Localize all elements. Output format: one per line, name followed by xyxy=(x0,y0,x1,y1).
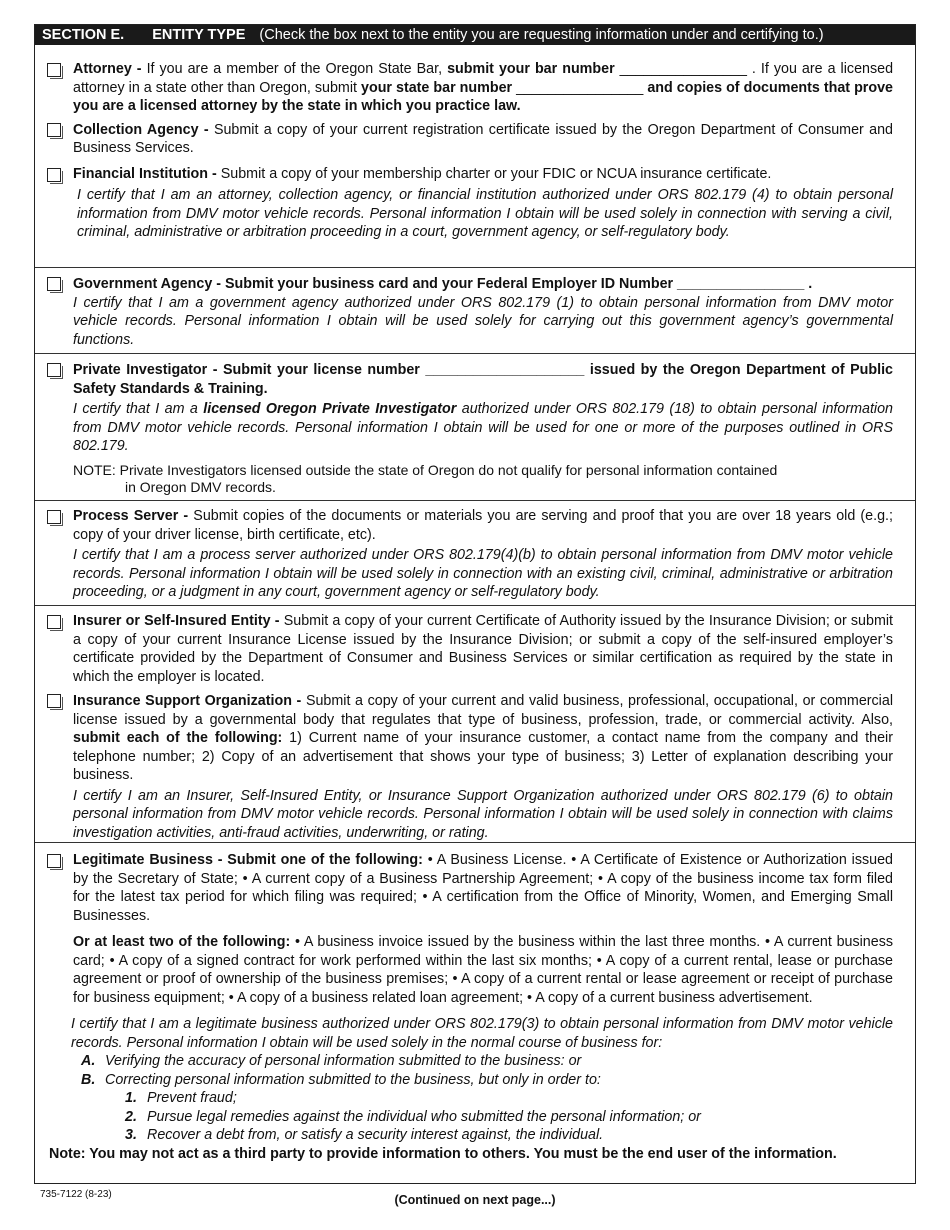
government-certify: I certify that I am a government agency authorized under ORS 802.179 (1) to obtain personal information from DMV motor vehicle records. Personal information I obtain will be used solely for carrying out this government agency’s governmental functions. xyxy=(73,294,893,348)
financial-body: Submit a copy of your membership charter or your FDIC or NCUA insurance certificate. xyxy=(216,165,772,182)
list-item xyxy=(125,1108,893,1127)
block-process-server xyxy=(35,501,915,606)
list-key: B. xyxy=(81,1071,96,1088)
list-item xyxy=(125,1089,893,1108)
government-label: Government Agency - Submit your business card and your Federal Employer ID Number ________________ . xyxy=(73,276,813,292)
business-text xyxy=(73,851,893,925)
entity-type-section xyxy=(34,24,916,1184)
support-certify: I certify I am an Insurer, Self-Insured Entity, or Insurance Support Organization authorized under ORS 802.179 (6) to obtain personal information from DMV motor vehicle records. Personal information I obtain will be used solely in connection with claims investigation activities, anti-fraud activities, underwriting, or rating. xyxy=(73,787,893,841)
list-text: Correcting personal information submitted to the business, but only in order to: xyxy=(105,1071,601,1088)
section-label: SECTION E. xyxy=(42,27,125,43)
financial-institution-checkbox[interactable] xyxy=(47,168,61,182)
block-legitimate-business xyxy=(35,843,915,1163)
business-certify: I certify that I am a legitimate business authorized under ORS 802.179(3) to obtain personal information from DMV motor vehicle records. Personal information I obtain will be used solely in the normal course of business for: xyxy=(71,1016,893,1051)
insurer-text xyxy=(73,612,893,686)
block-government xyxy=(35,268,915,354)
section-title: ENTITY TYPE xyxy=(152,27,246,43)
list-text: Recover a debt from, or satisfy a security interest against, the individual. xyxy=(147,1127,604,1143)
business-or-body: • A business invoice issued by the business within the last three months. • A current business card; • A copy of a signed contract for work performed within the last six months; • A copy of a current rental, lease or purchase agreement or proof of ownership of the business premises; • A copy of a current rental or lease agreement or receipt of purchase for business equipment; • A copy of a business related loan agreement; • A copy of a current business advertisement. xyxy=(73,934,893,1006)
financial-label: Financial Institution - xyxy=(73,165,217,182)
list-text: Verifying the accuracy of personal information submitted to the business: or xyxy=(105,1053,582,1069)
block-investigator xyxy=(35,354,915,501)
process-text xyxy=(73,507,893,544)
collection-agency-checkbox[interactable] xyxy=(47,123,61,137)
collection-text xyxy=(73,121,893,158)
attorney-t4: your state bar number xyxy=(361,79,513,96)
investigator-c3: authorized under ORS 802.179 (18) to obtain personal information from DMV motor vehicle records. Personal information I obtain will be used for one or more of the purposes outlined in ORS 802.179. xyxy=(73,401,893,454)
form-number: 735-7122 (8-23) xyxy=(40,1189,112,1200)
list-key: 3. xyxy=(125,1127,137,1143)
process-server-checkbox[interactable] xyxy=(47,510,61,524)
investigator-label: Private Investigator - Submit your license number ____________________ issued by the Oregon Department of Public Safety Standards & Training. xyxy=(73,362,893,397)
process-certify: I certify that I am a process server authorized under ORS 802.179(4)(b) to obtain personal information from DMV motor vehicle records. Personal information I obtain will be used solely in connection with an existing civil, criminal, administrative or arbitration proceeding, or a judgment in any court, government agency or self-regulatory body. xyxy=(73,547,893,600)
block-insurer xyxy=(35,606,915,843)
attorney-t5: ________________ xyxy=(512,79,648,96)
business-body: • A Business License. • A Certificate of Existence or Authorization issued by the Secretary of State; • A current copy of a Business Partnership Agreement; • A copy of the business income tax form filed for the latest tax period for which filing was required; • A certification from the Office of Minority, Women, and Emerging Small Businesses. xyxy=(73,852,893,924)
business-label: Legitimate Business - Submit one of the following: xyxy=(73,852,423,868)
list-item xyxy=(81,1071,893,1090)
list-key: A. xyxy=(81,1053,96,1069)
support-label: Insurance Support Organization - xyxy=(73,693,302,709)
insurer-checkbox[interactable] xyxy=(47,615,61,629)
business-note: Note: You may not act as a third party to provide information to others. You must be the end user of the information. xyxy=(49,1145,837,1162)
support-t2: submit each of the following: xyxy=(73,730,283,746)
attorney-t2: submit your bar number xyxy=(447,61,615,77)
support-t1: Submit a copy of your current and valid business, professional, occupational, or commercial license issued by a governmental body that regulates that type of business, profession, trade, or commercial activity. Also, xyxy=(73,693,893,728)
list-text: Prevent fraud; xyxy=(147,1090,237,1106)
list-key: 1. xyxy=(125,1090,137,1106)
attorney-t1: If you are a member of the Oregon State Bar, xyxy=(141,61,448,77)
business-or-label: Or at least two of the following: xyxy=(73,934,291,950)
section-instruction: (Check the box next to the entity you are requesting information under and certifying to.) xyxy=(259,27,824,43)
section-header xyxy=(35,25,915,45)
financial-text xyxy=(73,165,893,184)
list-item xyxy=(125,1126,893,1145)
business-or-text xyxy=(73,933,893,1007)
investigator-note-2: in Oregon DMV records. xyxy=(125,478,276,495)
support-t3: 1) Current name of your insurance customer, a contact name from the company and their telephone number; 2) Copy of an advertisement that shows your type of business; 3) Letter of explanation describing your business. xyxy=(73,730,893,783)
attorney-t3: ________________ . If you are a licensed attorney in a state other than Oregon, submit xyxy=(73,61,894,96)
list-key: 2. xyxy=(125,1108,137,1125)
support-text xyxy=(73,692,893,785)
investigator-c2: licensed Oregon Private Investigator xyxy=(203,401,457,417)
investigator-note: NOTE: Private Investigators licensed outside the state of Oregon do not qualify for personal information contained xyxy=(73,461,778,478)
insurer-body: Submit a copy of your current Certificate of Authority issued by the Insurance Division; or submit a copy of your current Insurance License issued by the Insurance Division; or submit a copy of the self-insured employer’s certificate provided by the Department of Consumer and Business Services or similar certification as required by the state in which the employer is located. xyxy=(73,613,893,685)
investigator-certify xyxy=(73,400,893,456)
certify-attorney: I certify that I am an attorney, collection agency, or financial institution authorized under ORS 802.179 (4) to obtain personal information from DMV motor vehicle records. Personal information I obtain will be used solely in connection with serving a civil, criminal, administrative or arbitration proceeding in a court, government agency, or self-regulatory body. xyxy=(77,187,893,240)
attorney-t6: and copies of documents that prove you are a licensed attorney by the state in which you practice law. xyxy=(73,79,894,114)
attorney-label: Attorney - xyxy=(73,61,142,77)
attorney-text xyxy=(73,60,893,116)
process-label: Process Server - xyxy=(73,508,189,524)
process-body: Submit copies of the documents or materials you are serving and proof that you are over 18 years old (e.g.; copy of your driver license, birth certificate, etc). xyxy=(73,508,893,543)
collection-body: Submit a copy of your current registration certificate issued by the Oregon Department of Consumer and Business Services. xyxy=(73,121,893,156)
continued-note: (Continued on next page...) xyxy=(394,1193,556,1207)
business-purpose-list xyxy=(81,1052,893,1145)
list-text: Pursue legal remedies against the individual who submitted the personal information; or xyxy=(147,1108,701,1125)
attorney-checkbox[interactable] xyxy=(47,63,61,77)
support-org-checkbox[interactable] xyxy=(47,694,61,708)
insurer-label: Insurer or Self-Insured Entity - xyxy=(73,613,280,629)
government-checkbox[interactable] xyxy=(47,277,61,291)
list-item xyxy=(81,1052,893,1071)
investigator-checkbox[interactable] xyxy=(47,363,61,377)
legitimate-business-checkbox[interactable] xyxy=(47,854,61,868)
investigator-c1: I certify that I am a xyxy=(73,401,204,417)
block-attorney-collection-financial xyxy=(35,45,915,268)
collection-label: Collection Agency - xyxy=(73,121,209,138)
